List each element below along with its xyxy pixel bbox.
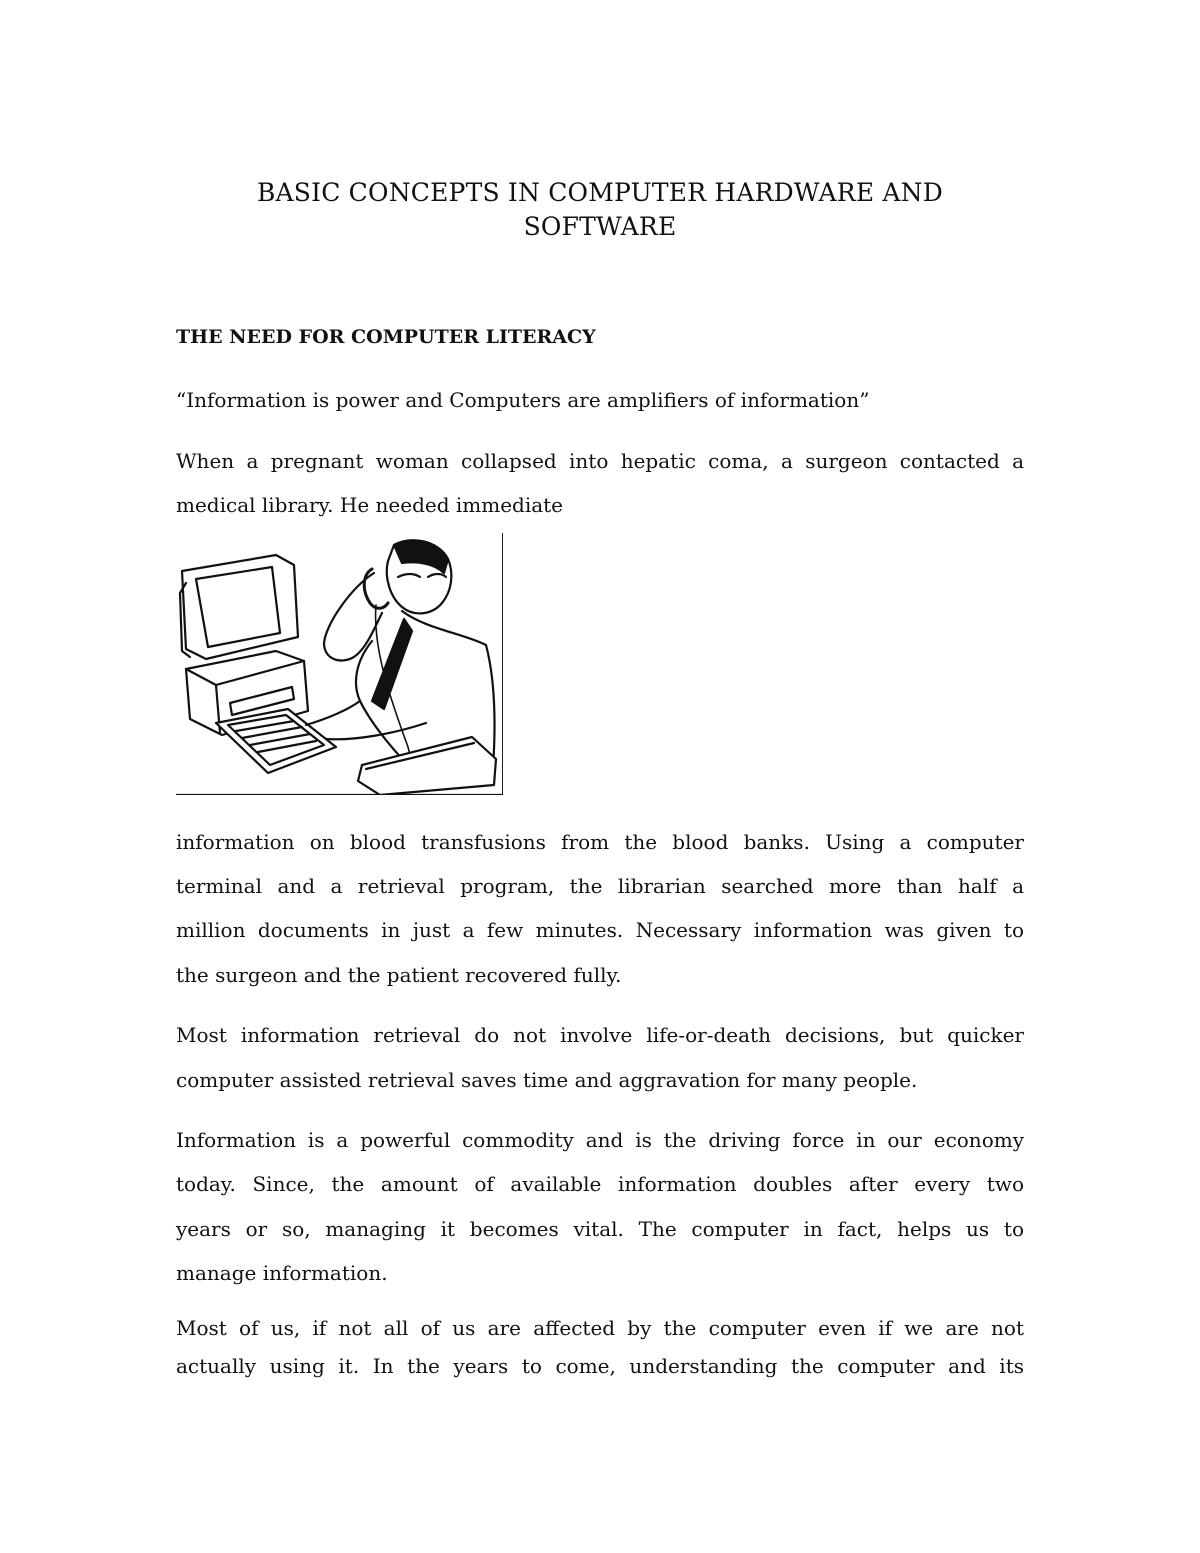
man-on-phone-at-computer-illustration: [176, 533, 503, 795]
paragraph-4-line-2: today. Since, the amount of available information doubles after every two: [176, 1172, 1024, 1196]
paragraph-4-line-1: Information is a powerful commodity and is the driving force in our economy: [176, 1128, 1024, 1152]
paragraph-2-line-4: the surgeon and the patient recovered fully.: [176, 963, 622, 987]
paragraph-3-line-2: computer assisted retrieval saves time and aggravation for many people.: [176, 1068, 918, 1092]
paragraph-4-line-4: manage information.: [176, 1261, 388, 1285]
paragraph-5-line-2: actually using it. In the years to come, understanding the computer and its: [176, 1354, 1024, 1378]
paragraph-3-line-1: Most information retrieval do not involve life-or-death decisions, but quicker: [176, 1023, 1024, 1047]
paragraph-2-line-3: million documents in just a few minutes. Necessary information was given to: [176, 918, 1024, 942]
paragraph-1-line-2: medical library. He needed immediate: [176, 493, 564, 517]
paragraph-1-line-1: When a pregnant woman collapsed into hepatic coma, a surgeon contacted a: [176, 449, 1024, 473]
paragraph-2-line-2: terminal and a retrieval program, the librarian searched more than half a: [176, 874, 1024, 898]
document-title-line-1: BASIC CONCEPTS IN COMPUTER HARDWARE AND: [256, 178, 944, 207]
paragraph-4-line-3: years or so, managing it becomes vital. The computer in fact, helps us to: [176, 1217, 1024, 1241]
document-title-line-2: SOFTWARE: [523, 212, 677, 241]
paragraph-5-line-1: Most of us, if not all of us are affected by the computer even if we are not: [176, 1316, 1024, 1340]
quote-text: “Information is power and Computers are amplifiers of information”: [176, 388, 870, 412]
section-heading: THE NEED FOR COMPUTER LITERACY: [176, 326, 596, 348]
clipart-drawing: [176, 533, 503, 795]
paragraph-2-line-1: information on blood transfusions from the blood banks. Using a computer: [176, 830, 1024, 854]
